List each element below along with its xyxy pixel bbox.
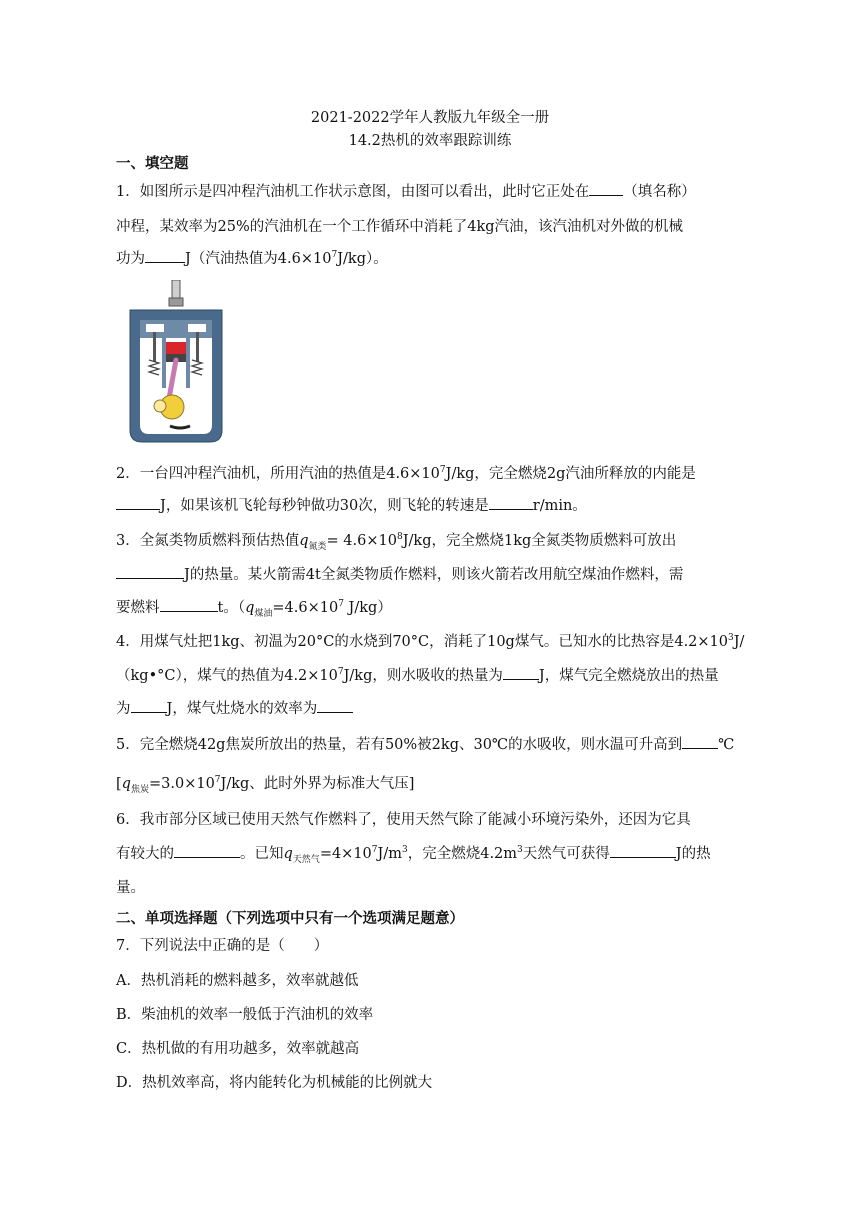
answer-blank	[116, 566, 184, 579]
document-title: 2021-2022学年人教版九年级全一册	[310, 110, 550, 126]
q2-line-2: J，如果该机飞轮每秒钟做功30次，则飞轮的转速是 r/min。	[116, 494, 587, 515]
q7-option-b: B．柴油机的效率一般低于汽油机的效率	[116, 1007, 374, 1023]
q6-line-3: 量。	[116, 880, 145, 896]
q7-option-d: D．热机效率高，将内能转化为机械能的比例就大	[116, 1075, 433, 1091]
answer-blank	[317, 700, 353, 713]
answer-blank	[145, 250, 185, 263]
answer-blank	[503, 667, 539, 680]
section-heading-fill-blank: 一、填空题	[116, 155, 189, 172]
q1-line-3: 功为 J（汽油热值为$4.6\times 10^7J/kg$）。	[116, 250, 388, 267]
q6-line-1: 6．我市部分区域已使用天然气作燃料了，使用天然气除了能减小环境污染外，还因为它具	[116, 812, 691, 828]
q4-line-2: （kg•°C），煤气的热值为$4.2\times 10^7J/kg$，则水吸收的热量为 J，煤气完全燃烧放出的热量	[116, 667, 719, 684]
answer-blank	[610, 845, 676, 858]
answer-blank	[160, 599, 218, 612]
q3-line-2: J的热量。某火箭需4t全氮类物质作燃料，则该火箭若改用航空煤油作燃料，需	[116, 563, 683, 584]
q6-line-2: 有较大的 。已知$q_{天然气}=4\times 10^7J/m^3$，完全燃烧$4.2m^3$天然气可获得 J的热	[116, 845, 711, 865]
q7-option-a: A．热机消耗的燃料越多，效率就越低	[116, 973, 359, 989]
q4-line-3: 为 J，煤气灶烧水的效率为	[116, 697, 353, 718]
answer-blank	[174, 845, 240, 858]
q2-line-1: 2．一台四冲程汽油机，所用汽油的热值是$4.6\times 10^7J/kg$，完全燃烧2g汽油所释放的内能是	[116, 465, 696, 482]
answer-blank	[131, 700, 167, 713]
q1-line-2: 冲程，某效率为25%的汽油机在一个工作循环中消耗了4kg汽油，该汽油机对外做的机械	[116, 219, 684, 235]
answer-blank	[589, 183, 623, 196]
q7-option-c: C．热机做的有用功越多，效率就越高	[116, 1041, 360, 1057]
q7-stem: 7．下列说法中正确的是（ ）	[116, 938, 329, 954]
q1-line-1: 1．如图所示是四冲程汽油机工作状示意图，由图可以看出，此时它正处在 （填名称）	[116, 184, 696, 200]
answer-blank	[116, 497, 160, 510]
q3-line-3: 要燃料 t。（$q_{煤油}=4.6\times 10^7$ J/kg）	[116, 599, 392, 619]
q5-line-2: [$q_{焦炭}=3.0\times 10^7J/kg$、此时外界为标准大气压]	[116, 775, 415, 795]
answer-blank	[682, 736, 718, 749]
section-heading-single-choice: 二、单项选择题（下列选项中只有一个选项满足题意）	[116, 910, 464, 927]
document-subtitle: 14.2热机的效率跟踪训练	[348, 133, 512, 149]
q4-line-1: 4．用煤气灶把1kg、初温为20°C的水烧到70°C，消耗了10g煤气。已知水的比热容是$4.2\times 10^3J/$	[116, 633, 745, 650]
answer-blank	[489, 497, 533, 510]
four-stroke-engine-diagram	[126, 280, 226, 445]
q5-line-1: 5．完全燃烧42g焦炭所放出的热量，若有50%被2kg、30℃的水吸收，则水温可升高到 ℃	[116, 737, 735, 753]
q3-line-1: 3．全氮类物质燃料预估热值$q_{氮类}= 4.6\times 10^8J/kg$，完全燃烧1kg全氮类物质燃料可放出	[116, 532, 677, 552]
